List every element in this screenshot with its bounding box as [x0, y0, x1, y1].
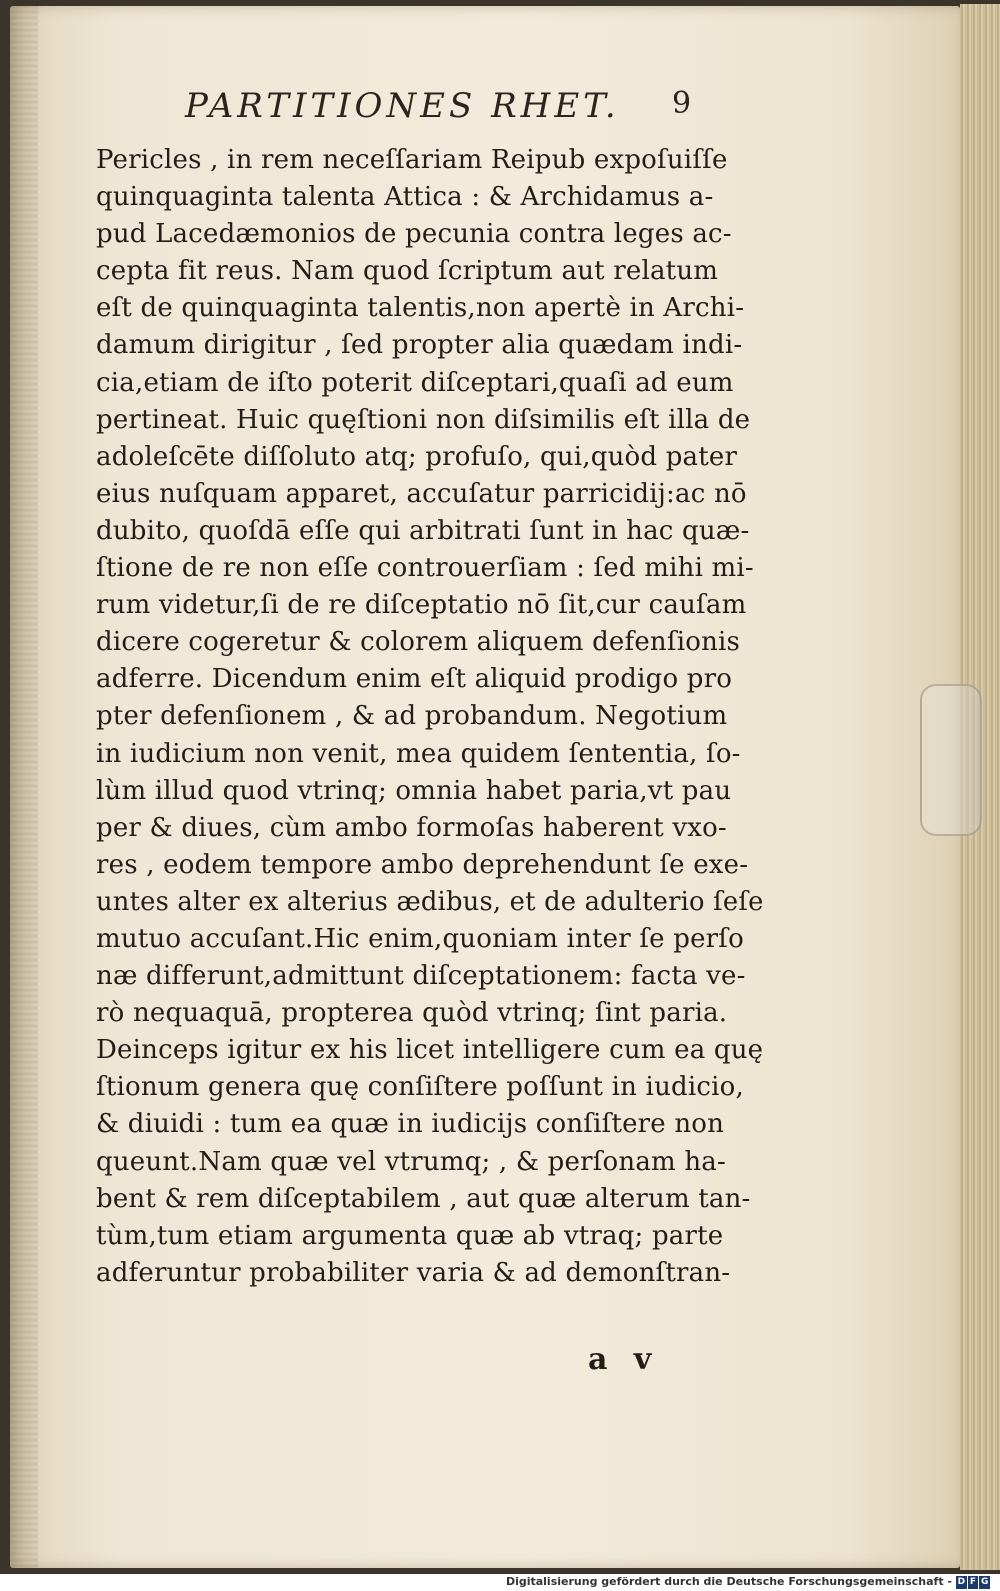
- dfg-logo-letter: D: [957, 1577, 966, 1587]
- text-line: pud Lacedæmonios de pecunia contra leges ac-: [96, 219, 732, 250]
- text-line: damum dirigitur , ſed propter alia quædam indi-: [96, 330, 743, 361]
- text-line: quinquaginta talenta Attica : & Archidamus a-: [96, 182, 714, 213]
- text-line: cia,etiam de iſto poterit diſceptari,quaſi ad eum: [96, 367, 734, 398]
- text-line: næ differunt,admittunt diſceptationem: facta ve-: [96, 961, 746, 992]
- running-head: PARTITIONES RHET.: [185, 86, 620, 126]
- page-number: 9: [672, 86, 692, 121]
- text-line: pter defenſionem , & ad probandum. Negotium: [96, 701, 728, 732]
- body-text: [96, 142, 764, 1292]
- text-line: Deinceps igitur ex his licet intelligere cum ea quę: [96, 1035, 764, 1066]
- text-line: mutuo accuſant.Hic enim,quoniam inter ſe perſo: [96, 923, 744, 954]
- text-line: per & diues, cùm ambo formoſas haberent vxo-: [96, 812, 727, 843]
- text-line: rò nequaquā, propterea quòd vtrinq; ſint paria.: [96, 998, 728, 1029]
- text-line: in iudicium non venit, mea quidem ſententia, ſo-: [96, 738, 741, 769]
- funding-credit: Digitalisierung gefördert durch die Deutsche Forschungsgemeinschaft -: [505, 1575, 952, 1588]
- text-line: eius nuſquam apparet, accuſatur parricidij:ac nō: [96, 478, 747, 509]
- text-line: res , eodem tempore ambo deprehendunt ſe exe-: [96, 849, 749, 880]
- book-binding-gutter: [10, 6, 38, 1568]
- text-line: Pericles , in rem neceſſariam Reipub expoſuiſſe: [96, 145, 728, 175]
- page-clip: [920, 684, 982, 836]
- text-line: untes alter ex alterius ædibus, et de adulterio ſeſe: [96, 886, 764, 917]
- text-line: eſt de quinquaginta talentis,non apertè in Archi-: [96, 293, 745, 324]
- text-line: adferuntur probabiliter varia & ad demonſtran-: [96, 1257, 731, 1288]
- text-line: ſtione de re non eſſe controuerſiam : ſed mihi mi-: [96, 553, 754, 584]
- text-line: cepta fit reus. Nam quod ſcriptum aut relatum: [96, 256, 719, 287]
- text-line: tùm,tum etiam argumenta quæ ab vtraq; parte: [96, 1220, 724, 1251]
- text-line: dicere cogeretur & colorem aliquem defenſionis: [96, 627, 741, 658]
- dfg-logo-letter: F: [968, 1576, 979, 1589]
- dfg-logo: [956, 1576, 990, 1589]
- text-line: & diuidi : tum ea quæ in iudicijs conſiſtere non: [96, 1109, 725, 1140]
- text-line: queunt.Nam quæ vel vtrumq; , & perſonam ha-: [96, 1146, 726, 1177]
- text-line: ſtionum genera quę conſiſtere poſſunt in iudicio,: [96, 1072, 744, 1103]
- text-line: pertineat. Huic quęſtioni non diſsimilis eſt illa de: [96, 404, 751, 435]
- text-line: rum videtur,ſi de re diſceptatio nō ſit,cur cauſam: [96, 590, 747, 621]
- dfg-logo-letter: G: [980, 1577, 989, 1587]
- text-line: bent & rem diſceptabilem , aut quæ alterum tan-: [96, 1183, 751, 1214]
- text-line: lùm illud quod vtrinq; omnia habet paria,vt pau: [96, 775, 732, 806]
- text-line: adferre. Dicendum enim eſt aliquid prodigo pro: [96, 664, 733, 695]
- text-line: adoleſcēte diſſoluto atq; profuſo, qui,quòd pater: [96, 441, 738, 472]
- text-line: dubito, quoſdā eſſe qui arbitrati ſunt in hac quæ-: [96, 515, 750, 546]
- signature-mark: a v: [588, 1342, 652, 1377]
